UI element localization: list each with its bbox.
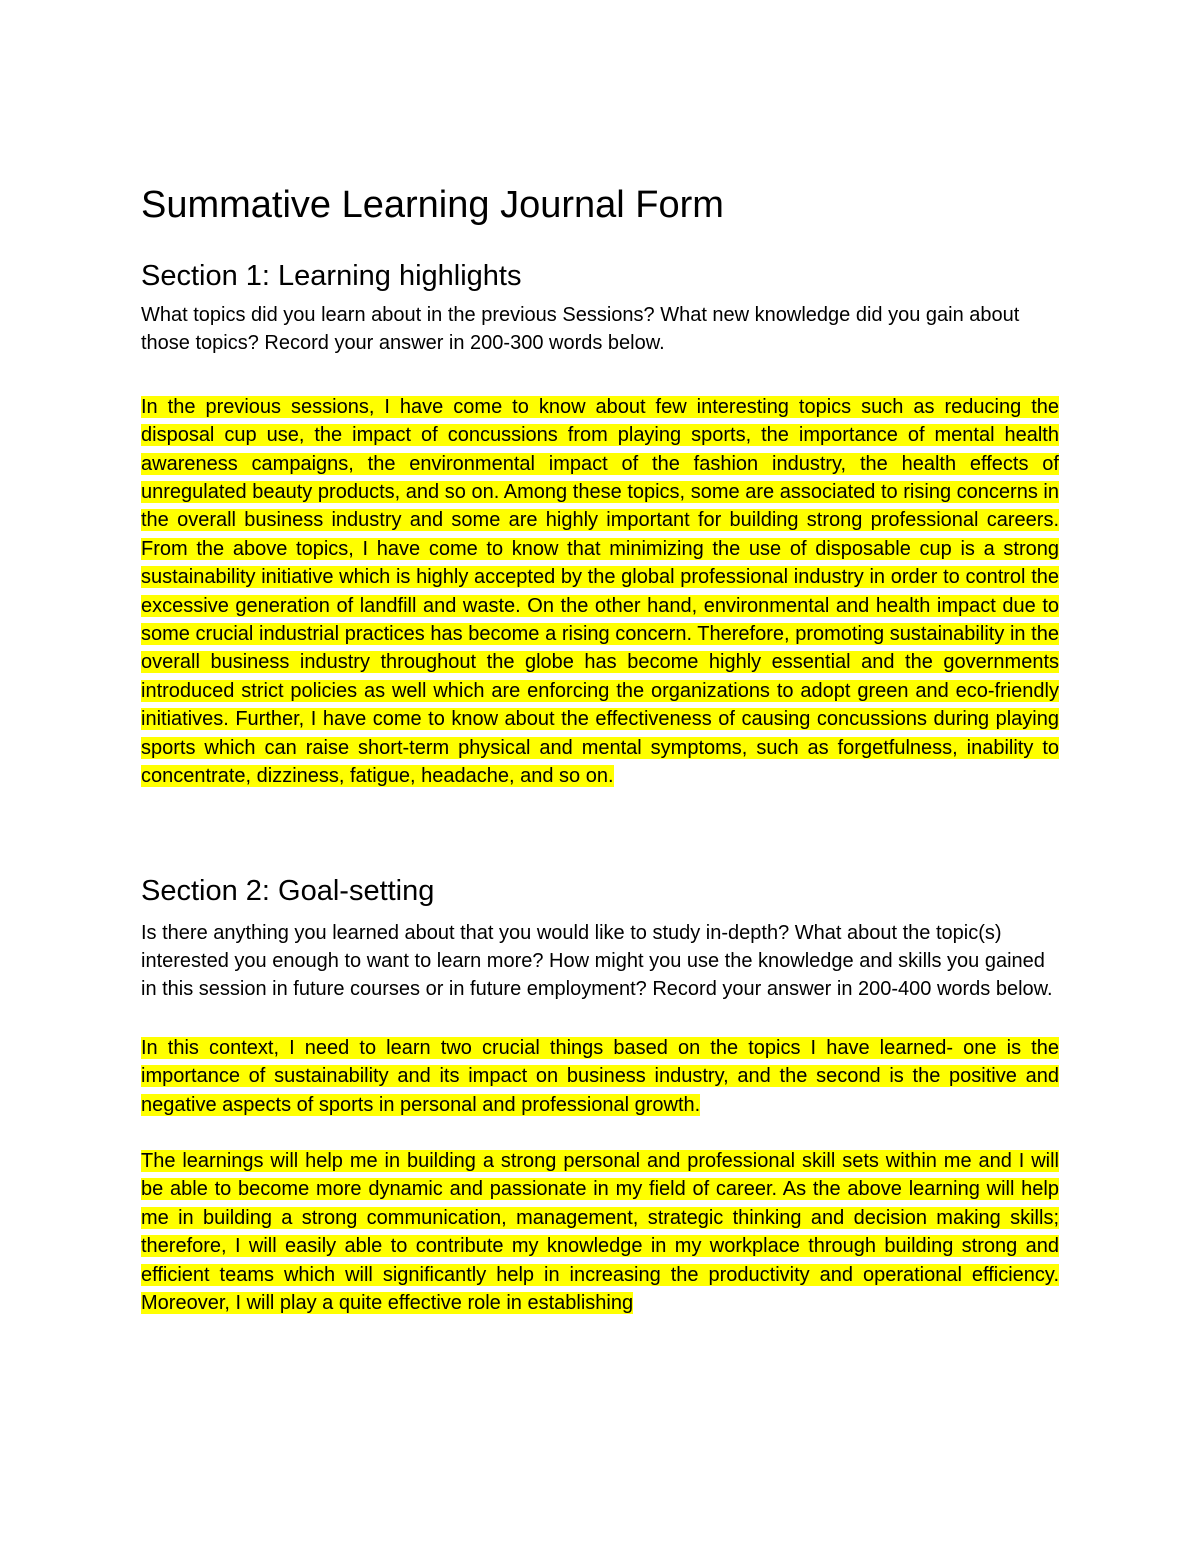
section-1-prompt: What topics did you learn about in the previous Sessions? What new knowledge did you gain about those topics? Record your answer in 200-300 words below.: [141, 304, 1020, 355]
section-1-answer-highlight: In the previous sessions, I have come to know about few interesting topics such as reducing the disposal cup use, the impact of concussions from playing sports, the importance of mental health awareness campaigns, the environmental impact of the fashion industry, the health effects of unregulated beauty products, and so on. Among these topics, some are associated to rising concerns in the overall business industry and some are highly important for building strong professional careers. From the above topics, I have come to know that minimizing the use of disposable cup is a strong sustainability initiative which is highly accepted by the global professional industry in order to control the excessive generation of landfill and waste. On the other hand, environmental and health impact due to some crucial industrial practices has become a rising concern. Therefore, promoting sustainability in the overall business industry throughout the globe has become highly essential and the governments introduced strict policies as well which are enforcing the organizations to adopt green and eco-friendly initiatives. Further, I have come to know about the effectiveness of causing concussions during playing sports which can raise short-term physical and mental symptoms, such as forgetfulness, inability to concentrate, dizziness, fatigue, headache, and so on.: [141, 395, 1059, 788]
section-2-answer-paragraph-2: [141, 1147, 1059, 1317]
section-2-answer-paragraph-1: [141, 1034, 1059, 1119]
document-title: Summative Learning Journal Form: [141, 184, 724, 226]
section-2-prompt: Is there anything you learned about that you would like to study in-depth? What about the topic(s) interested you enough to want to learn more? How might you use the knowledge and skills you gained in this session in future courses or in future employment? Record your answer in 200-400 words below.: [141, 921, 1053, 1001]
section-2-answer-1-highlight: In this context, I need to learn two crucial things based on the topics I have learned- one is the importance of sustainability and its impact on business industry, and the second is the positive and negative aspects of sports in personal and professional growth.: [141, 1036, 1059, 1116]
section-2-heading: Section 2: Goal-setting: [141, 874, 435, 907]
document-page: [141, 176, 1059, 1317]
section-1-answer: [141, 393, 1059, 791]
section-2-answer-2-highlight: The learnings will help me in building a strong personal and professional skill sets within me and I will be able to become more dynamic and passionate in my field of career. As the above learning will help me in building a strong communication, management, strategic thinking and decision making skills; therefore, I will easily able to contribute my knowledge in my workplace through building strong and efficient teams which will significantly help in increasing the productivity and operational efficiency. Moreover, I will play a quite effective role in establishing: [141, 1149, 1059, 1314]
section-1-heading: Section 1: Learning highlights: [141, 260, 522, 292]
